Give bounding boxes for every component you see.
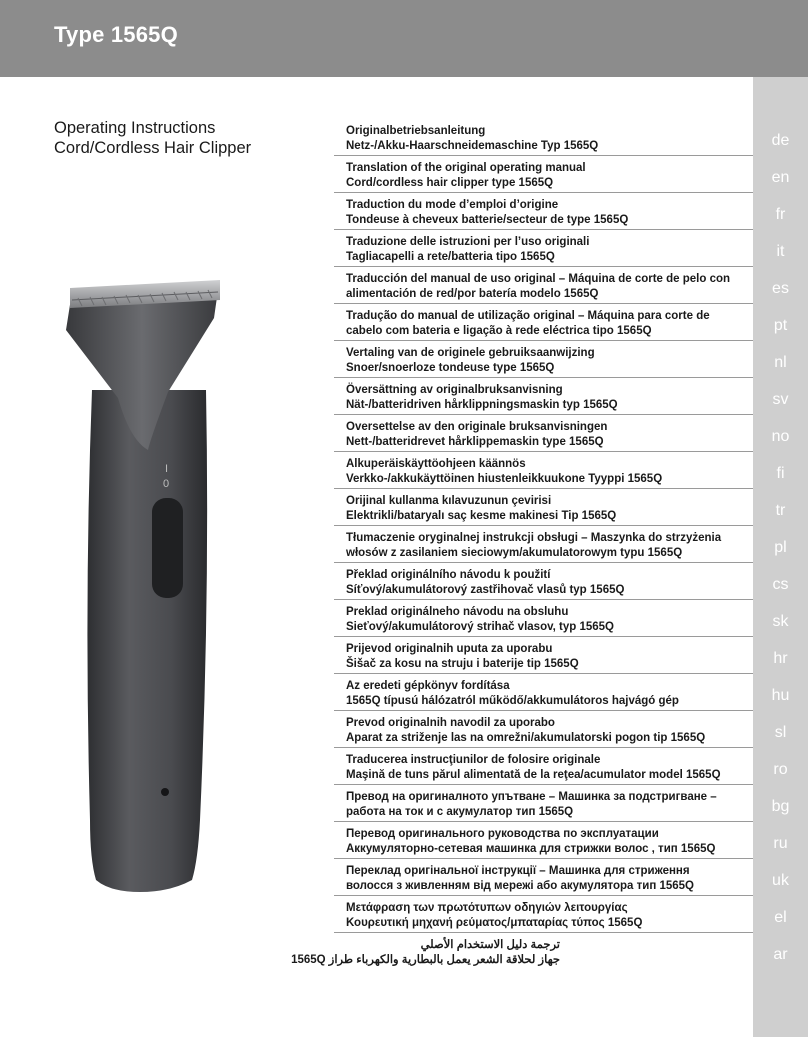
language-tab-cs[interactable]: cs — [772, 576, 789, 593]
entry-subtitle: Κουρευτική μηχανή ρεύματος/μπαταρίας τύπος 1565Q — [346, 917, 643, 929]
entry-subtitle: جهاز لحلاقة الشعر يعمل بالبطارية والكهرباء طراز 1565Q — [291, 954, 560, 966]
language-entry-de — [346, 124, 753, 154]
entry-subtitle: Snoer/snoerloze tondeuse type 1565Q — [346, 362, 555, 374]
language-entry-pt — [346, 309, 753, 339]
entry-subtitle: Sieťový/akumulátorový strihač vlasov, typ 1565Q — [346, 621, 614, 633]
entry-divider — [334, 599, 753, 600]
document-heading-line1: Operating Instructions — [54, 119, 216, 137]
language-entry-no — [346, 420, 753, 450]
language-entry-cs — [346, 568, 753, 598]
entry-divider — [334, 821, 753, 822]
language-entry-it — [346, 235, 753, 265]
language-tab-uk[interactable]: uk — [772, 872, 789, 889]
entry-subtitle: волосся з живленням від мережі або акумулятора тип 1565Q — [346, 880, 694, 892]
language-tab-it[interactable]: it — [776, 243, 785, 260]
entry-divider — [334, 192, 753, 193]
entry-subtitle: Maşină de tuns părul alimentată de la reţea/acumulator model 1565Q — [346, 769, 721, 781]
entry-title: Tłumaczenie oryginalnej instrukcji obsługi – Maszynka do strzyżenia — [346, 532, 722, 544]
entry-subtitle: Síťový/akumulátorový zastřihovač vlasů typ 1565Q — [346, 584, 625, 596]
language-tab-el[interactable]: el — [774, 909, 787, 926]
entry-title: Orijinal kullanma kılavuzunun çevirisi — [346, 495, 552, 507]
page-header — [0, 0, 808, 77]
language-tab-tr[interactable]: tr — [775, 502, 786, 519]
language-tab-de[interactable]: de — [771, 132, 790, 149]
language-tab-sk[interactable]: sk — [772, 613, 789, 630]
language-tab-no[interactable]: no — [771, 428, 790, 445]
entry-title: Μετάφραση των πρωτότυπων οδηγιών λειτουργίας — [346, 902, 628, 914]
language-entry-fi — [346, 457, 753, 487]
language-entry-sl — [346, 716, 753, 746]
language-tab-nl[interactable]: nl — [774, 354, 787, 371]
entry-title: Traducción del manual de uso original – Máquina de corte de pelo con — [346, 273, 731, 285]
power-switch — [152, 498, 183, 598]
entry-divider — [334, 525, 753, 526]
switch-on-label: I — [165, 463, 169, 475]
entry-divider — [334, 377, 753, 378]
entry-title: Originalbetriebsanleitung — [346, 125, 486, 137]
language-tab-sl[interactable]: sl — [774, 724, 787, 741]
entry-title: Translation of the original operating manual — [346, 162, 586, 174]
language-tab-fr[interactable]: fr — [775, 206, 786, 223]
language-entry-hr — [346, 642, 753, 672]
entry-title: Prevod originalnih navodil za uporabo — [346, 717, 555, 729]
entry-subtitle: alimentación de red/por batería modelo 1565Q — [346, 288, 599, 300]
entry-title: Az eredeti gépkönyv fordítása — [346, 680, 510, 692]
entry-title: Traduzione delle istruzioni per l’uso originali — [346, 236, 590, 248]
entry-title: ترجمة دليل الاستخدام الأصلي — [420, 939, 560, 951]
entry-divider — [334, 636, 753, 637]
language-entry-el — [346, 901, 753, 931]
entry-subtitle: cabelo com bateria e ligação à rede eléctrica tipo 1565Q — [346, 325, 652, 337]
entry-divider — [334, 451, 753, 452]
entry-title: Prijevod originalnih uputa za uporabu — [346, 643, 553, 655]
entry-title: Перевод оригинального руководства по эксплуатации — [346, 828, 659, 840]
entry-subtitle: Šišač za kosu na struju i baterije tip 1565Q — [346, 658, 579, 670]
entry-divider — [334, 488, 753, 489]
charging-indicator — [161, 788, 169, 796]
entry-divider — [334, 229, 753, 230]
entry-divider — [334, 895, 753, 896]
document-heading — [54, 118, 334, 158]
language-tab-sv[interactable]: sv — [772, 391, 789, 408]
language-entry-ro — [346, 753, 753, 783]
entry-divider — [334, 747, 753, 748]
language-entry-ar — [291, 938, 560, 968]
entry-title: Překlad originálního návodu k použití — [346, 569, 551, 581]
entry-subtitle: włosów z zasilaniem sieciowym/akumulatorowym typu 1565Q — [346, 547, 683, 559]
language-entry-ru — [346, 827, 753, 857]
page-title: Type 1565Q — [54, 22, 178, 47]
entry-divider — [334, 673, 753, 674]
entry-title: Vertaling van de originele gebruiksaanwijzing — [346, 347, 595, 359]
entry-divider — [334, 784, 753, 785]
document-heading-line2: Cord/Cordless Hair Clipper — [54, 139, 252, 157]
entry-title: Oversettelse av den originale bruksanvisningen — [346, 421, 608, 433]
entry-divider — [334, 155, 753, 156]
entry-subtitle: Nät-/batteridriven hårklippningsmaskin typ 1565Q — [346, 399, 618, 411]
language-tab-pt[interactable]: pt — [773, 317, 788, 334]
entry-divider — [334, 266, 753, 267]
language-entry-pl — [346, 531, 753, 561]
entry-subtitle: Elektrikli/bataryalı saç kesme makinesi Tip 1565Q — [346, 510, 617, 522]
language-tab-ar[interactable]: ar — [773, 946, 788, 963]
entry-subtitle: работа на ток и с акумулатор тип 1565Q — [346, 806, 574, 818]
language-entry-en — [346, 161, 753, 191]
language-entry-nl — [346, 346, 753, 376]
entry-subtitle: Tagliacapelli a rete/batteria tipo 1565Q — [346, 251, 555, 263]
language-entry-hu — [346, 679, 753, 709]
language-tab-hu[interactable]: hu — [771, 687, 790, 704]
language-entry-tr — [346, 494, 753, 524]
entry-subtitle: Cord/cordless hair clipper type 1565Q — [346, 177, 554, 189]
entry-subtitle: Аккумуляторно-сетевая машинка для стрижки волос , тип 1565Q — [346, 843, 716, 855]
language-tab-fi[interactable]: fi — [776, 465, 785, 482]
entry-divider — [334, 858, 753, 859]
language-entry-uk — [346, 864, 753, 894]
entry-divider — [334, 562, 753, 563]
language-entry-sv — [346, 383, 753, 413]
entry-divider — [334, 932, 753, 933]
entry-subtitle: Verkko-/akkukäyttöinen hiustenleikkuukone Tyyppi 1565Q — [346, 473, 663, 485]
entry-subtitle: Nett-/batteridrevet hårklippemaskin type 1565Q — [346, 436, 604, 448]
entry-title: Alkuperäiskäyttöohjeen käännös — [346, 458, 526, 470]
language-entry-bg — [346, 790, 753, 820]
language-tab-es[interactable]: es — [772, 280, 789, 297]
entry-subtitle: Aparat za striženje las na omrežni/akumulatorski pogon tip 1565Q — [346, 732, 706, 744]
entry-subtitle: 1565Q típusú hálózatról működő/akkumulátoros hajvágó gép — [346, 695, 679, 707]
entry-divider — [334, 710, 753, 711]
entry-title: Preklad originálneho návodu na obsluhu — [346, 606, 569, 618]
language-entry-es — [346, 272, 753, 302]
hair-clipper-illustration — [40, 270, 240, 910]
language-tab-hr[interactable]: hr — [773, 650, 788, 667]
entry-title: Traduction du mode d’emploi d’origine — [346, 199, 559, 211]
language-tab-pl[interactable]: pl — [774, 539, 787, 556]
language-tab-ru[interactable]: ru — [773, 835, 788, 852]
entry-divider — [334, 303, 753, 304]
entry-title: Översättning av originalbruksanvisning — [346, 384, 563, 396]
entry-subtitle: Netz-/Akku-Haarschneidemaschine Typ 1565Q — [346, 140, 599, 152]
language-entry-fr — [346, 198, 753, 228]
entry-subtitle: Tondeuse à cheveux batterie/secteur de type 1565Q — [346, 214, 629, 226]
language-tab-ro[interactable]: ro — [773, 761, 788, 778]
entry-divider — [334, 414, 753, 415]
language-tab-bg[interactable]: bg — [771, 798, 790, 815]
entry-title: Превод на оригиналното упътване – Машинка за подстригване – — [346, 791, 717, 803]
clipper-body — [87, 390, 207, 892]
entry-divider — [334, 340, 753, 341]
language-tab-en[interactable]: en — [771, 169, 790, 186]
entry-title: Tradução do manual de utilização original – Máquina para corte de — [346, 310, 710, 322]
entry-title: Traducerea instrucţiunilor de folosire originale — [346, 754, 601, 766]
entry-title: Переклад оригінальної інструкції – Машинка для стриження — [346, 865, 690, 877]
language-entry-sk — [346, 605, 753, 635]
switch-off-label: 0 — [163, 478, 170, 490]
